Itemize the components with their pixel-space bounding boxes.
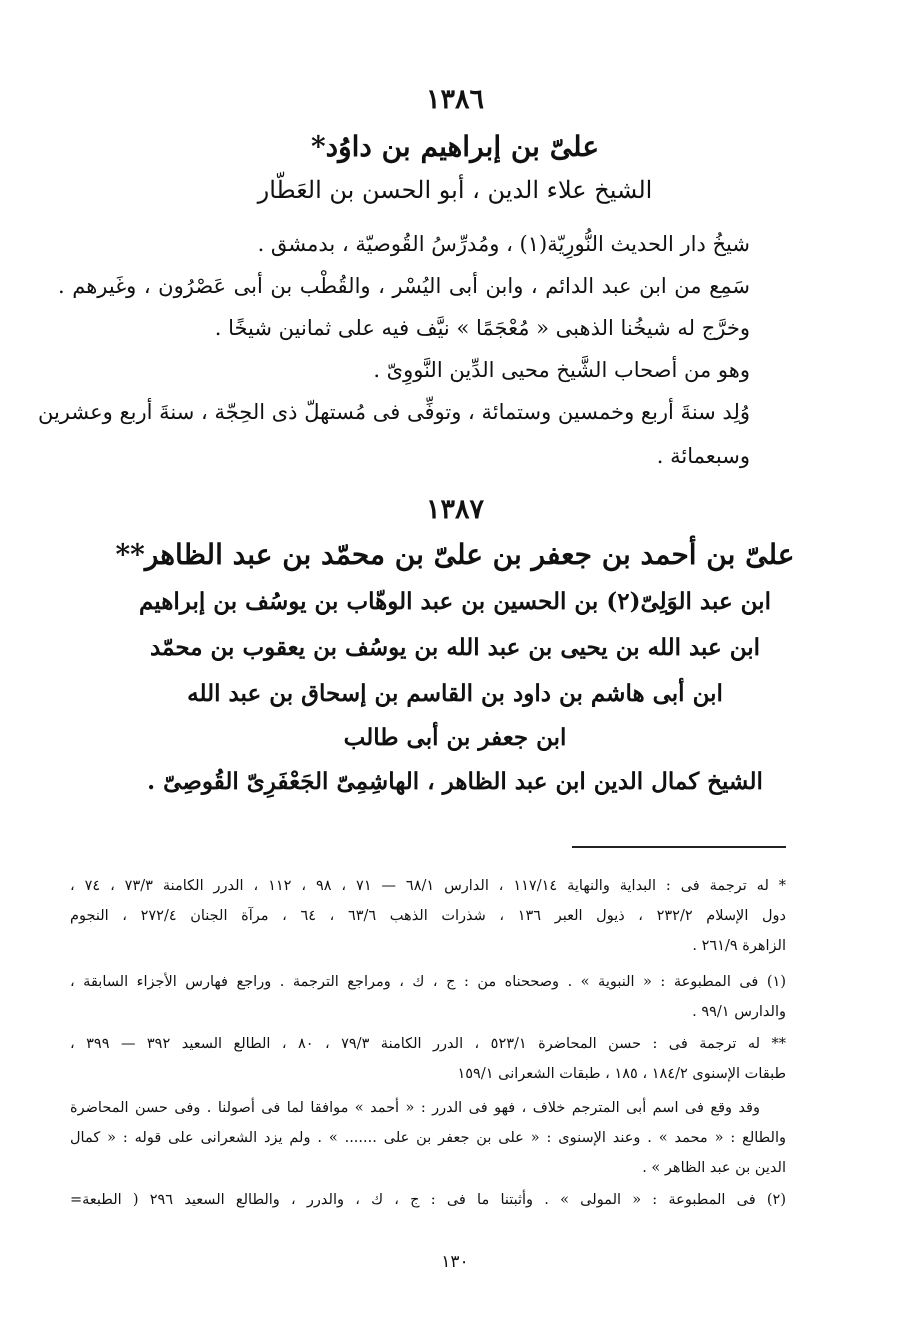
page-number: ١٣٠ bbox=[441, 1252, 469, 1272]
entry-number-1387: ١٣٨٧ bbox=[425, 494, 484, 525]
footnote-dstar-line-4: والطالع : « محمد » . وعند الإسنوى : « على بن جعفر بن على ....... » . ولم يزد الشعرانى على قوله : « كمال bbox=[70, 1130, 786, 1146]
entry1-line-2: سَمِع من ابن عبد الدائم ، وابن أبى اليُسْر ، والقُطْب بن أبى عَصْرُون ، وغَيرهم . bbox=[58, 274, 750, 298]
entry1-line-6: وسبعمائة . bbox=[656, 444, 750, 468]
entry-title-1386: الشيخ علاء الدين ، أبو الحسن بن العَطّار bbox=[257, 176, 653, 204]
lineage-line-4: ابن جعفر بن أبى طالب bbox=[343, 724, 567, 751]
lineage-line-2: ابن عبد الله بن يحيى بن عبد الله بن يوسُف بن يعقوب بن محمّد bbox=[149, 634, 761, 661]
footnote-1-line-1: (١) فى المطبوعة : « النبوية » . وصححناه من : ج ، ك ، ومراجع الترجمة . وراجع فهارس الأجزاء السابقة ، bbox=[70, 974, 786, 990]
footnote-1-line-2: والدارس ٩٩/١ . bbox=[692, 1004, 786, 1020]
entry1-line-1: شيخُ دار الحديث النُّورِيّة(١) ، ومُدرِّسُ القُوصيّة ، بدمشق . bbox=[257, 232, 750, 256]
footnote-separator bbox=[572, 846, 786, 848]
entry1-line-3: وخرَّج له شيخُنا الذهبى « مُعْجَمًا » نيَّف فيه على ثمانين شيخًا . bbox=[214, 316, 750, 340]
entry-name-1386: علىّ بن إبراهيم بن داوُد* bbox=[310, 130, 600, 163]
lineage-line-1: ابن عبد الوَلِىّ(٢) بن الحسين بن عبد الوهّاب بن يوسُف بن إبراهيم bbox=[139, 588, 771, 615]
entry-number-1386: ١٣٨٦ bbox=[425, 84, 484, 115]
lineage-line-3: ابن أبى هاشم بن داود بن القاسم بن إسحاق بن عبد الله bbox=[187, 680, 723, 707]
footnote-star-line-2: دول الإسلام ٢٣٢/٢ ، ذيول العبر ١٣٦ ، شذرات الذهب ٦٣/٦ ، ٦٤ ، مرآة الجنان ٢٧٢/٤ ، النجوم bbox=[70, 908, 786, 924]
entry1-line-5: وُلِد سنةَ أربع وخمسين وستمائة ، وتوفِّى فى مُستهلّ ذى الحِجّة ، سنةَ أربع وعشرين bbox=[37, 400, 750, 424]
entry1-line-4: وهو من أصحاب الشَّيخ محيى الدِّين النَّووِىّ . bbox=[373, 358, 750, 382]
footnote-2-line-1: (٢) فى المطبوعة : « المولى » . وأثبتنا ما فى : ج ، ك ، والدرر ، والطالع السعيد ٢٩٦ ( الطبعة= bbox=[70, 1192, 787, 1208]
entry-name-1387: علىّ بن أحمد بن جعفر بن علىّ بن محمّد بن عبد الظاهر** bbox=[115, 538, 795, 571]
footnote-dstar-line-2: طبقات الإسنوى ١٨٤/٢ ، ١٨٥ ، طبقات الشعرانى ١٥٩/١ bbox=[457, 1066, 786, 1082]
footnote-star-line-1: * له ترجمة فى : البداية والنهاية ١١٧/١٤ ، الدارس ٦٨/١ — ٧١ ، ٩٨ ، ١١٢ ، الدرر الكامنة ٧٣/٣ ، ٧٤ ، bbox=[70, 878, 787, 894]
footnote-dstar-line-1: ** له ترجمة فى : حسن المحاضرة ٥٢٣/١ ، الدرر الكامنة ٧٩/٣ ، ٨٠ ، الطالع السعيد ٣٩٢ — ٣٩٩ ، bbox=[70, 1036, 786, 1052]
lineage-line-5: الشيخ كمال الدين ابن عبد الظاهر ، الهاشِمِىّ الجَعْفَرِىّ القُوصِىّ . bbox=[147, 768, 763, 795]
footnote-dstar-line-3: وقد وقع فى اسم أبى المترجم خلاف ، فهو فى الدرر : « أحمد » موافقا لما فى أصولنا . وفى حسن المحاضرة bbox=[70, 1100, 760, 1116]
footnote-star-line-3: الزاهرة ٢٦١/٩ . bbox=[692, 938, 786, 954]
footnote-dstar-line-5: الدين بن عبد الظاهر » . bbox=[642, 1160, 786, 1176]
